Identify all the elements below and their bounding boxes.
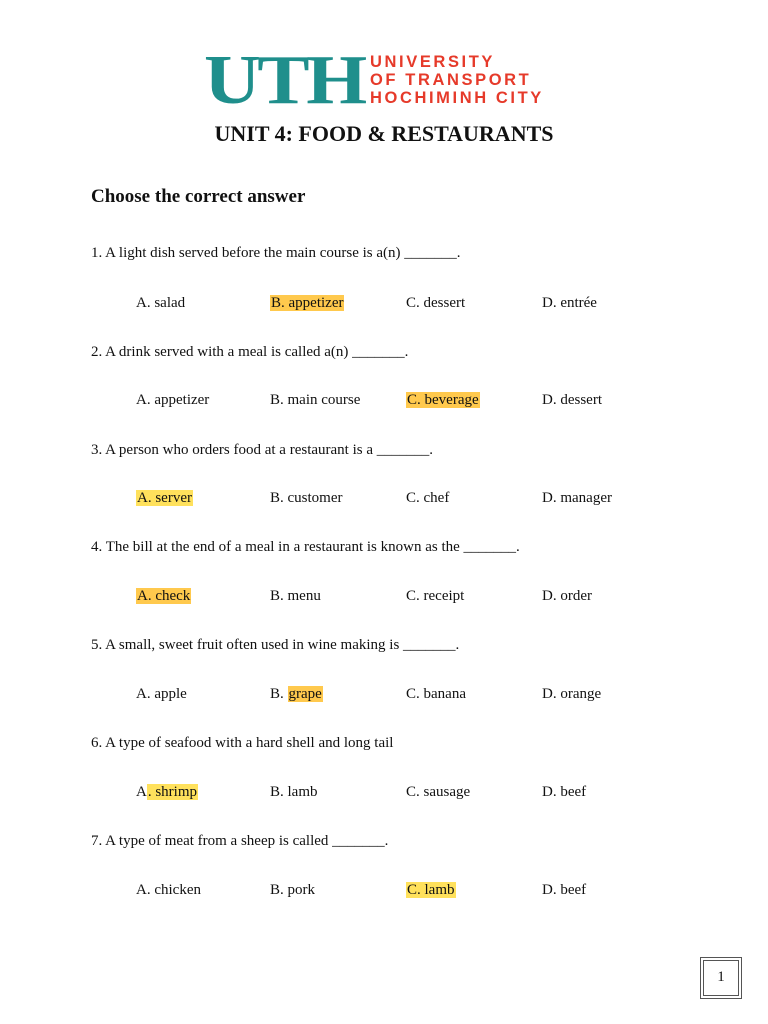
- logo-letters: UTH: [204, 42, 364, 119]
- q6-option-d: D. beef: [542, 784, 587, 800]
- page-title: UNIT 4: FOOD & RESTAURANTS: [214, 121, 554, 146]
- question-6: 6. A type of seafood with a hard shell and long tail: [91, 735, 394, 751]
- logo-line-2: OF TRANSPORT: [370, 71, 532, 89]
- q6-option-b: B. lamb: [270, 784, 318, 800]
- logo-line-1: UNIVERSITY: [370, 53, 496, 71]
- answer-highlight: C. beverage: [407, 392, 479, 408]
- page-number-box: [700, 957, 744, 1001]
- q1-option-c: C. dessert: [406, 295, 466, 311]
- q6-option-a-prefix: A: [136, 784, 147, 800]
- q4-option-a: [136, 586, 191, 606]
- q7-option-b: B. pork: [270, 882, 315, 898]
- question-3: 3. A person who orders food at a restaurant is a _______.: [91, 442, 434, 458]
- logo-text: [370, 53, 544, 107]
- university-logo: [204, 42, 564, 119]
- q2-option-b: B. main course: [270, 392, 361, 408]
- q1-option-a: A. salad: [136, 295, 186, 311]
- q5-option-a: A. apple: [136, 686, 187, 702]
- q4-option-c: C. receipt: [406, 588, 465, 604]
- q3-option-c: C. chef: [406, 490, 450, 506]
- question-4: 4. The bill at the end of a meal in a restaurant is known as the _______.: [91, 539, 520, 555]
- q1-option-d: D. entrée: [542, 295, 597, 311]
- q2-option-d: D. dessert: [542, 392, 602, 408]
- question-5: 5. A small, sweet fruit often used in wine making is _______.: [91, 637, 460, 653]
- q3-option-d: D. manager: [542, 490, 612, 506]
- q3-option-b: B. customer: [270, 490, 343, 506]
- question-1: 1. A light dish served before the main course is a(n) _______.: [91, 245, 461, 261]
- q5-option-d: D. orange: [542, 686, 602, 702]
- q3-option-a: [136, 488, 193, 508]
- answer-highlight: grape: [288, 686, 322, 702]
- q5-option-b-prefix: B.: [270, 686, 288, 702]
- q7-option-d: D. beef: [542, 882, 587, 898]
- q4-option-d: D. order: [542, 588, 592, 604]
- q6-option-a: [136, 782, 198, 802]
- q6-option-c: C. sausage: [406, 784, 471, 800]
- answer-highlight: . shrimp: [147, 784, 198, 800]
- q5-option-c: C. banana: [406, 686, 466, 702]
- logo-line-3: HOCHIMINH CITY: [370, 89, 544, 107]
- q5-option-b: [270, 684, 323, 704]
- question-7: 7. A type of meat from a sheep is called _______.: [91, 833, 389, 849]
- q4-option-b: B. menu: [270, 588, 321, 604]
- question-2: 2. A drink served with a meal is called a(n) _______.: [91, 344, 409, 360]
- answer-highlight: C. lamb: [407, 882, 455, 898]
- q1-option-b: [270, 293, 344, 313]
- answer-highlight: A. check: [137, 588, 191, 604]
- q7-option-c: [406, 880, 456, 900]
- q2-option-c: [406, 390, 480, 410]
- section-heading: Choose the correct answer: [91, 186, 306, 207]
- answer-highlight: B. appetizer: [271, 295, 344, 311]
- answer-highlight: A. server: [137, 490, 192, 506]
- q2-option-a: A. appetizer: [136, 392, 210, 408]
- q7-option-a: A. chicken: [136, 882, 201, 898]
- page-number: 1: [717, 969, 725, 985]
